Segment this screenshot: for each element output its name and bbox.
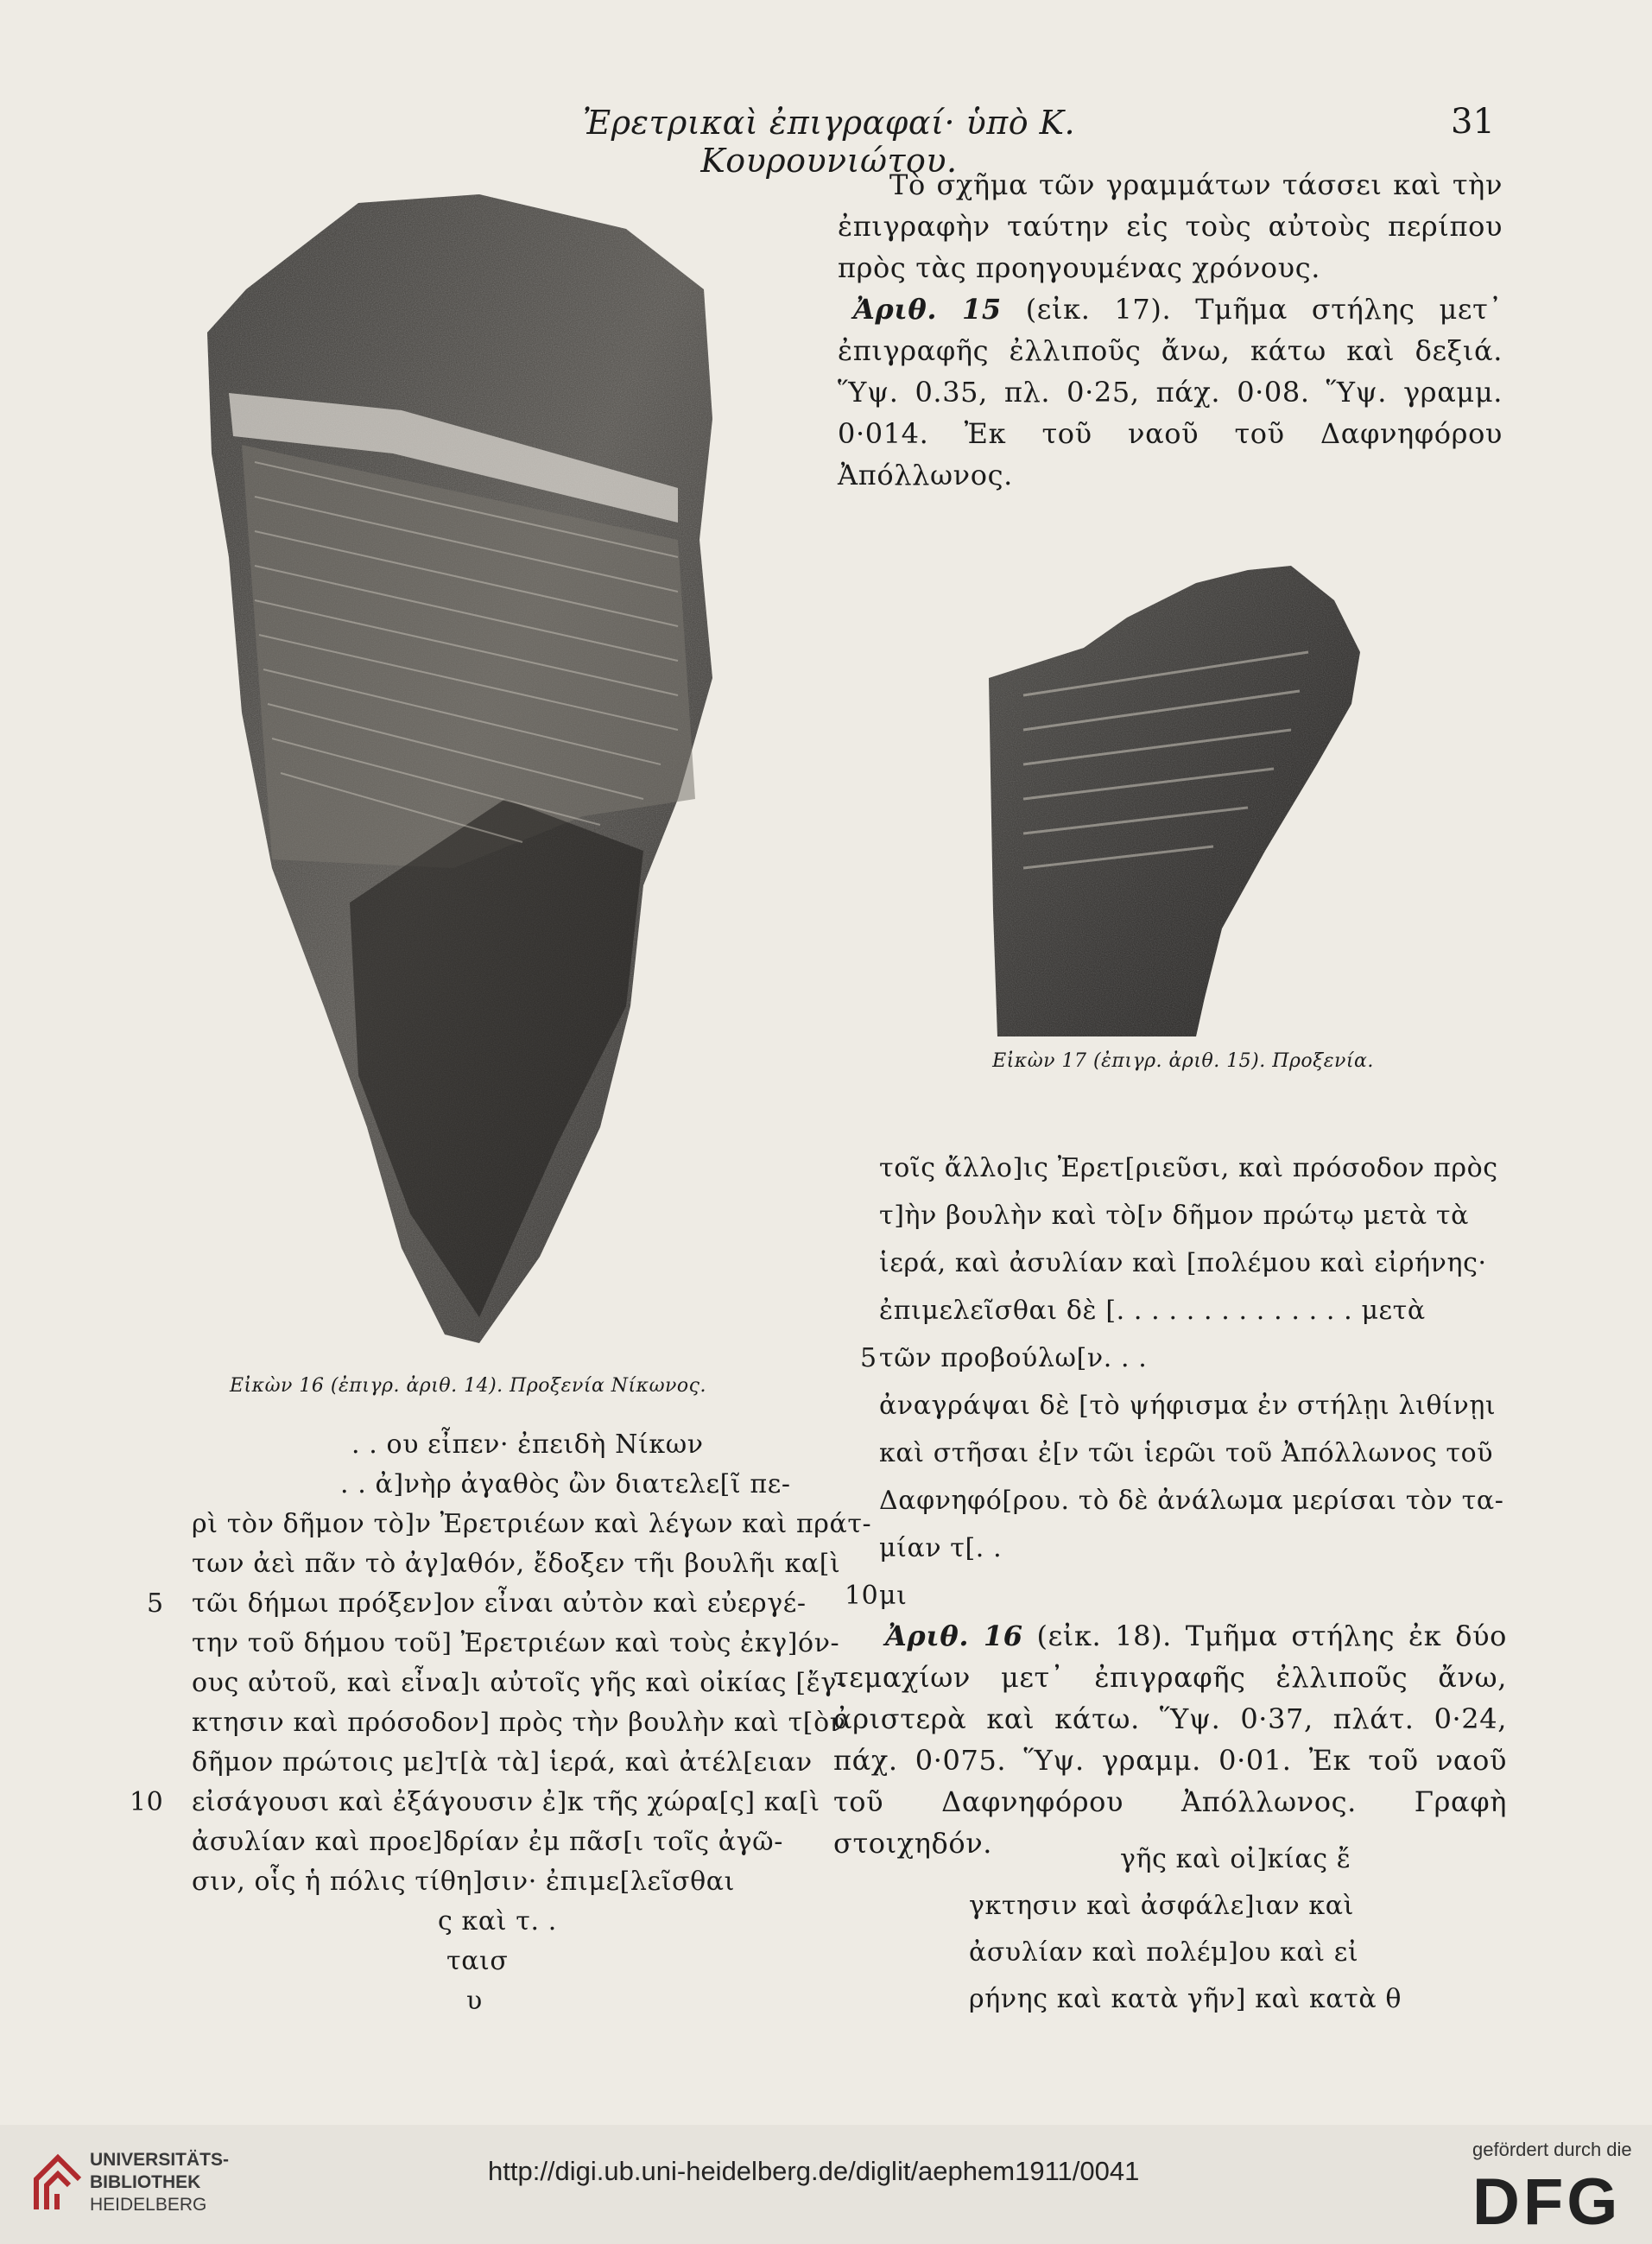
inscription-15-line: μίαν τ[. . [879, 1533, 1003, 1563]
inscription-15-line: 10 μι [879, 1572, 1510, 1620]
inscription-15 [845, 1144, 1510, 1620]
running-header-title: Ἐρετρικαὶ ἐπιγραφαί· ὑπὸ Κ. Κουρουνιώτου. [582, 104, 1076, 180]
inscription-14-line: 5 τῶι δήμωι πρόξεν]ον εἶναι αὐτὸν καὶ εὐεργέ- [192, 1584, 796, 1624]
inscription-14-line: 10 εἰσάγουσι καὶ ἐξάγουσιν ἐ]κ τῆς χώρα[ς] κα[ὶ [192, 1783, 796, 1822]
line-number-5: 5 [147, 1588, 164, 1619]
entry-15-label: Ἀριθ. 15 [853, 293, 1002, 326]
line-number-10: 10 [845, 1581, 879, 1611]
entry-16-label: Ἀριθ. 16 [885, 1620, 1023, 1652]
inscription-15-line: 5 τῶν προβούλω[ν. . . [879, 1334, 1510, 1382]
inscription-15-line: Δαφνηφό[ρου. τὸ δὲ ἀνάλωμα μερίσαι τὸν τα- [879, 1486, 1504, 1516]
intro-text: Τὸ σχῆμα τῶν γραμμάτων τάσσει καὶ τὴν ἐπιγραφὴν ταύτην εἰς τοὺς αὐτοὺς περίπου πρὸς τὰς προηγουμένας χρόνους. [838, 168, 1503, 284]
inscription-14-line: ς καὶ τ. . [438, 1906, 557, 1937]
funded-by-label: gefördert durch die [1472, 2139, 1632, 2160]
inscription-14-line: κτησιν καὶ πρόσοδον] πρὸς τὴν βουλὴν καὶ τ[ὸν [192, 1708, 846, 1738]
dfg-logo: DFG [1472, 2165, 1622, 2239]
stone-fragment-photo-16 [194, 194, 747, 1352]
university-library-logo-icon [19, 2140, 97, 2218]
inscription-14-line: δῆμον πρώτοις με]τ[ὰ τὰ] ἱερά, καὶ ἀτέλ[ειαν [192, 1747, 813, 1778]
inscription-14-line: υ [466, 1986, 483, 2016]
line-number-5: 5 [860, 1343, 877, 1373]
figure-17-caption: Εἰκὼν 17 (ἐπιγρ. ἀριθ. 15). Προξενία. [992, 1050, 1374, 1072]
entry-16-paragraph [833, 1615, 1507, 1864]
inscription-15-line: ἱερά, καὶ ἀσυλίαν καὶ [πολέμου καὶ εἰρήνης· [879, 1248, 1487, 1278]
inscription-15-line: καὶ στῆσαι ἐ[ν τῶι ἱερῶι τοῦ Ἀπόλλωνος τοῦ [879, 1438, 1494, 1468]
inscription-16-line: γῆς καὶ οἰ]κίας ἔ [1120, 1844, 1351, 1874]
inscription-14-line: . . ου εἶπεν· ἐπειδὴ Νίκων [351, 1429, 704, 1460]
line-number-10: 10 [130, 1787, 164, 1817]
intro-paragraph [838, 164, 1503, 288]
inscription-14-line: ρὶ τὸν δῆμον τὸ]ν Ἐρετριέων καὶ λέγων καὶ πράτ- [192, 1509, 872, 1539]
inscription-15-line: τ]ὴν βουλὴν καὶ τὸ[ν δῆμον πρώτῳ μετὰ τὰ [879, 1201, 1469, 1231]
inscription-14-line: ους αὐτοῦ, καὶ εἶνα]ι αὐτοῖς γῆς καὶ οἰκίας [ἔγ- [192, 1668, 846, 1698]
inscription-15-line: ἐπιμελεῖσθαι δὲ [. . . . . . . . . . . . . . μετὰ [879, 1296, 1426, 1326]
inscription-15-line: ἀναγράψαι δὲ [τὸ ψήφισμα ἐν στήλῃι λιθίνῃι [879, 1391, 1497, 1421]
inscription-14-line: σιν, οἷς ἡ πόλις τίθη]σιν· ἐπιμε[λεῖσθαι [192, 1867, 735, 1897]
entry-16-text: (εἰκ. 18). Τμῆμα στήλης ἐκ δύο τεμαχίων μετ᾽ ἐπιγραφῆς ἐλλιποῦς ἄνω, ἀριστερὰ καὶ κάτω. Ὕψ. 0·37, πλάτ. 0·24, πάχ. 0·075. Ὕψ. γραμμ. 0·01. Ἐκ τοῦ ναοῦ τοῦ Δαφνηφόρου Ἀπόλλωνος. Γραφὴ στοιχηδόν. [833, 1620, 1507, 1860]
source-url-link[interactable]: http://digi.ub.uni-heidelberg.de/diglit/aephem1911/0041 [488, 2156, 1140, 2186]
library-name: UNIVERSITÄTS- BIBLIOTHEK HEIDELBERG [90, 2150, 230, 2215]
entry-15-text: (εἰκ. 17). Τμῆμα στήλης μετ᾽ ἐπιγραφῆς ἐλλιποῦς ἄνω, κάτω καὶ δεξιά. Ὕψ. 0.35, πλ. 0·25, πάχ. 0·08. Ὕψ. γραμμ. 0·014. Ἐκ τοῦ ναοῦ τοῦ Δαφνηφόρου Ἀπόλλωνος. [838, 293, 1503, 491]
inscription-16-line: γκτησιν καὶ ἀσφάλε]ιαν καὶ [969, 1891, 1355, 1921]
inscription-14-line: ἀσυλίαν καὶ προε]δρίαν ἐμ πᾶσ[ι τοῖς ἀγῶ- [192, 1827, 783, 1857]
stone-fragment-photo-17 [989, 566, 1369, 1036]
inscription-14-line: την τοῦ δήμου τοῦ] Ἐρετριέων καὶ τοὺς ἐκγ]όν- [192, 1628, 840, 1658]
inscription-16-line: ἀσυλίαν καὶ πολέμ]ου καὶ εἰ [969, 1937, 1359, 1968]
inscription-15-line: τοῖς ἄλλο]ις Ἐρετ[ριεῦσι, καὶ πρόσοδον πρὸς [879, 1153, 1498, 1183]
inscription-16-line: ρήνης καὶ κατὰ γῆν] καὶ κατὰ θ [969, 1984, 1402, 2014]
inscription-14-line: ταισ [446, 1946, 509, 1976]
inscription-16 [969, 1836, 1504, 2023]
inscription-14-line: των ἀεὶ πᾶν τὸ ἀγ]αθόν, ἔδοξεν τῆι βουλῆι κα[ὶ [192, 1549, 841, 1579]
figure-16-caption: Εἰκὼν 16 (ἐπιγρ. ἀριθ. 14). Προξενία Νίκωνος. [230, 1375, 706, 1397]
inscription-14 [130, 1425, 872, 2021]
page-number: 31 [1451, 102, 1495, 142]
inscription-14-line: . . ἀ]νὴρ ἀγαθὸς ὢν διατελε[ῖ πε- [340, 1469, 791, 1499]
entry-15-paragraph [838, 288, 1503, 496]
